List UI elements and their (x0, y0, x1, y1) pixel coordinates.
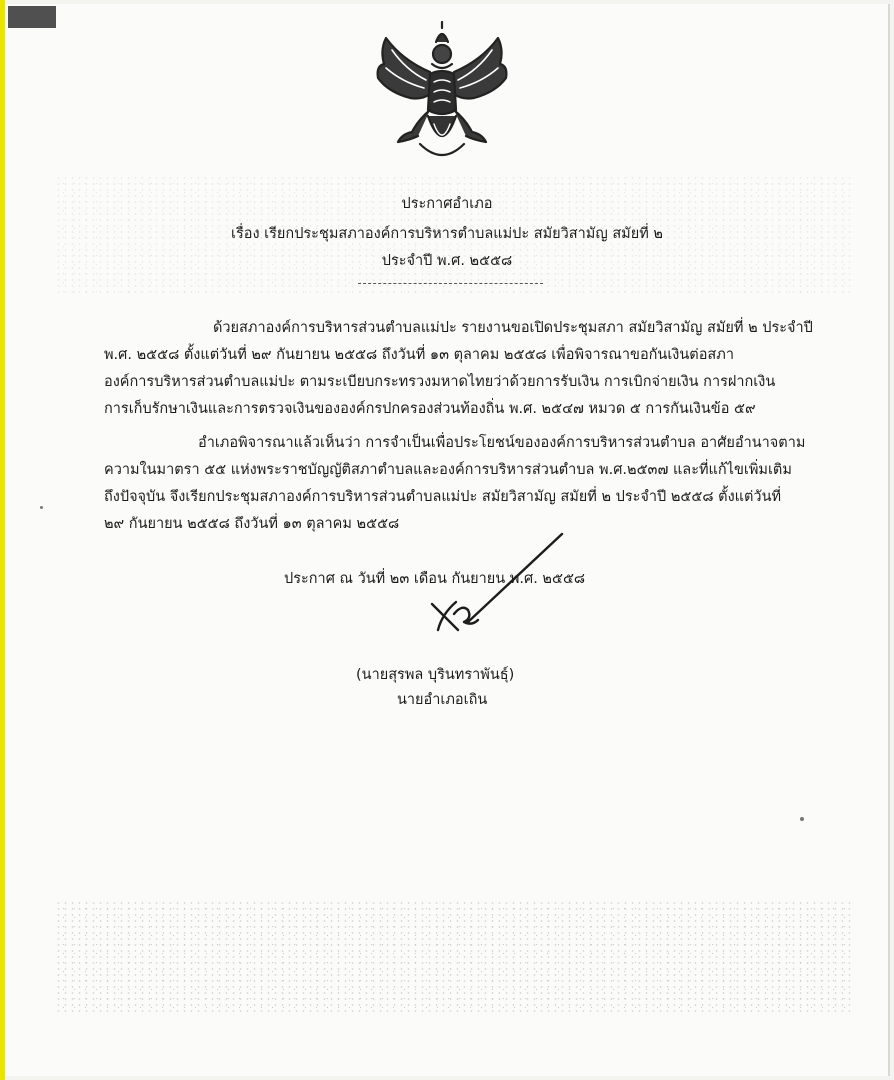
announcement-title: ประกาศอำเภอ (401, 196, 493, 212)
garuda-emblem-icon (372, 20, 512, 165)
announcement-subject: เรื่อง เรียกประชุมสภาองค์การบริหารตำบลแม่ปะ สมัยวิสามัญ สมัยที่ ๒ (231, 226, 663, 242)
paragraph-1-line-4: การเก็บรักษาเงินและการตรวจเงินขององค์กรปกครองส่วนท้องถิ่น พ.ศ. ๒๕๔๗ หมวด ๕ การกันเงินข้อ ๕๙ (104, 401, 756, 417)
paragraph-1-line-3: องค์การบริหารส่วนตำบลแม่ปะ ตามระเบียบกระทรวงมหาดไทยว่าด้วยการรับเงิน การเบิกจ่ายเงิน การฝากเงิน (104, 374, 776, 390)
scan-left-border (0, 0, 5, 1080)
signer-title: นายอำเภอเถิน (397, 692, 488, 708)
scan-noise-bottom (55, 900, 855, 1015)
paragraph-1-line-1: ด้วยสภาองค์การบริหารส่วนตำบลแม่ปะ รายงานขอเปิดประชุมสภา สมัยวิสามัญ สมัยที่ ๒ ประจำปี (213, 320, 813, 336)
scan-speck (40, 506, 43, 509)
handwritten-signature (428, 530, 578, 640)
title-separator (358, 283, 543, 284)
announcement-year: ประจำปี พ.ศ. ๒๕๕๘ (381, 253, 513, 269)
paragraph-2-line-1: อำเภอพิจารณาแล้วเห็นว่า การจำเป็นเพื่อประโยชน์ขององค์การบริหารส่วนตำบล อาศัยอำนาจตาม (198, 435, 806, 451)
scan-corner-mark (8, 6, 56, 28)
announcement-date: ประกาศ ณ วันที่ ๒๓ เดือน กันยายน พ.ศ. ๒๕๕๘ (284, 571, 586, 587)
signer-name: (นายสุรพล บุรินทราพันธุ์) (356, 667, 515, 683)
paragraph-2-line-4: ๒๙ กันยายน ๒๕๕๘ ถึงวันที่ ๑๓ ตุลาคม ๒๕๕๘ (104, 516, 400, 532)
paragraph-2-line-3: ถึงปัจจุบัน จึงเรียกประชุมสภาองค์การบริหารส่วนตำบลแม่ปะ สมัยวิสามัญ สมัยที่ ๒ ประจำปี ๒๕๕๘ ตั้งแต่วันที่ (104, 489, 782, 505)
scan-speck (800, 817, 804, 821)
paragraph-1-line-2: พ.ศ. ๒๕๕๘ ตั้งแต่วันที่ ๒๙ กันยายน ๒๕๕๘ ถึงวันที่ ๑๓ ตุลาคม ๒๕๕๘ เพื่อพิจารณาขอกันเงินต่อสภา (104, 347, 734, 363)
paragraph-2-line-2: ความในมาตรา ๕๕ แห่งพระราชบัญญัติสภาตำบลและองค์การบริหารส่วนตำบล พ.ศ.๒๕๓๗ และที่แก้ไขเพิ่มเติม (104, 462, 792, 478)
